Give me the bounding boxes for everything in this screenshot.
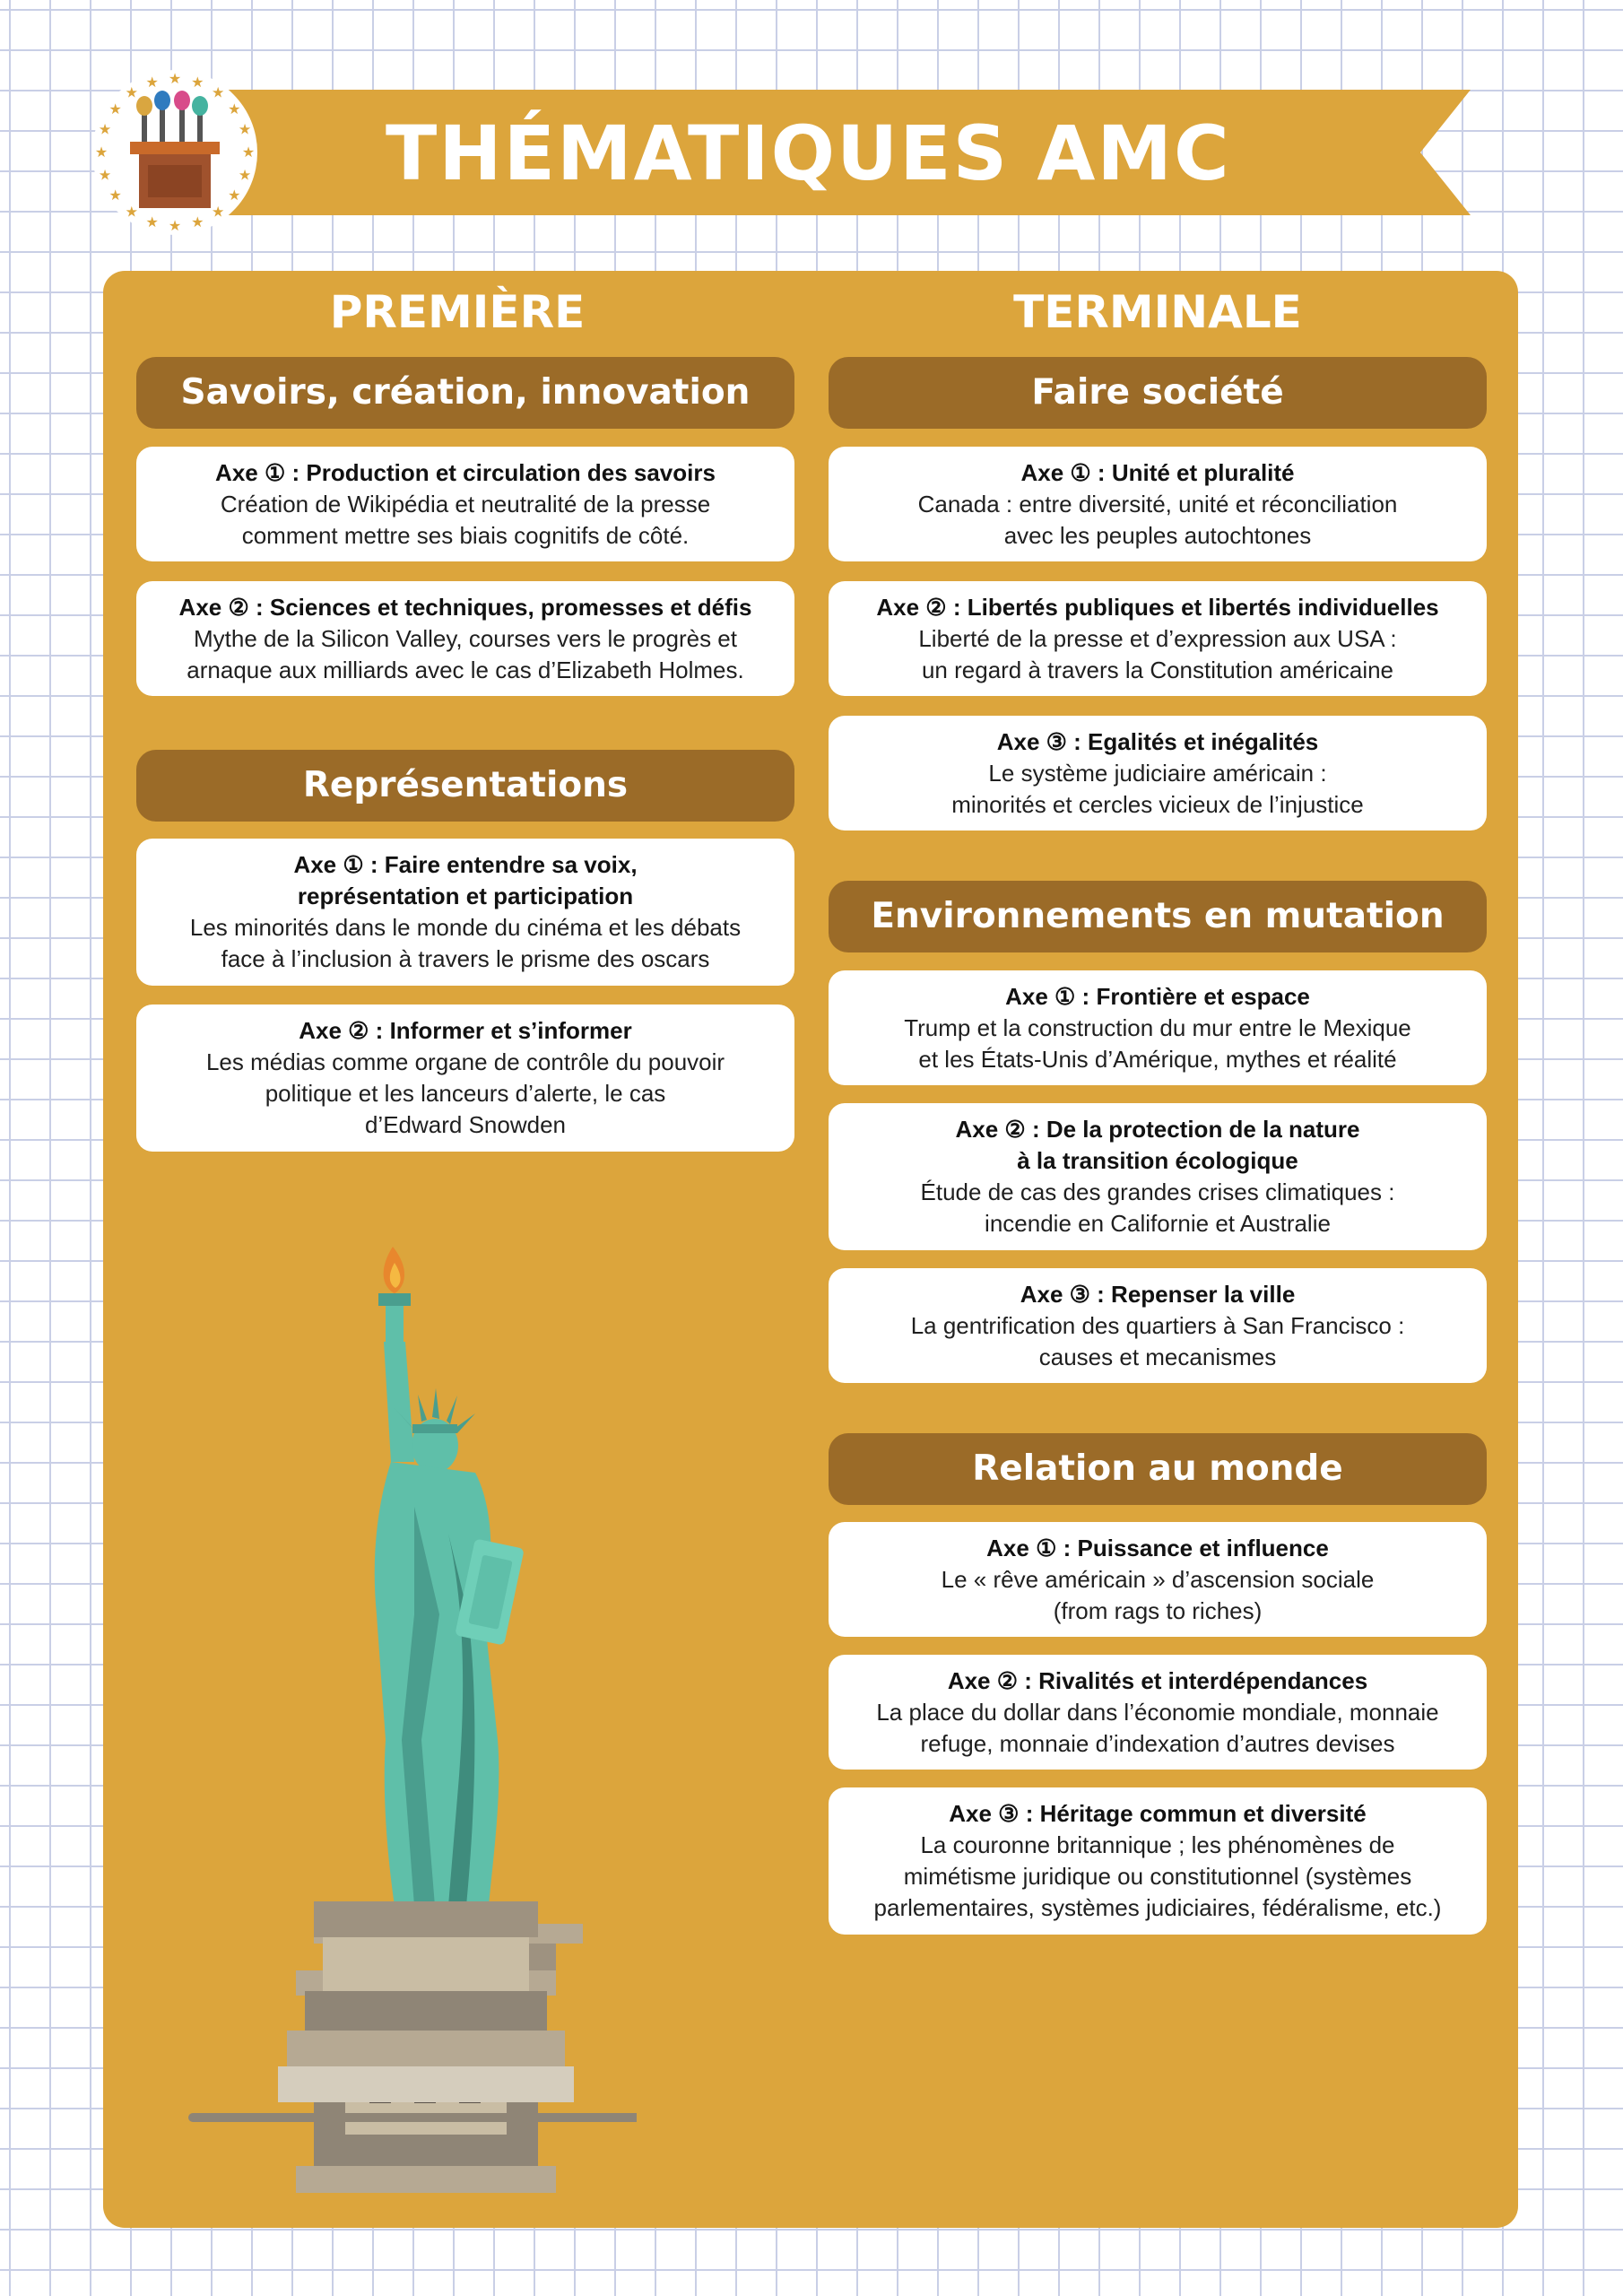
axe-description: Le « rêve américain » d’ascension sociale (from rags to riches) (941, 1565, 1375, 1624)
axe-description: La place du dollar dans l’économie mondiale, monnaie refuge, monnaie d’indexation d’autres devises (876, 1698, 1439, 1757)
axe-description: Les médias comme organe de contrôle du pouvoir politique et les lanceurs d’alerte, le cas d’Edward Snowden (205, 1048, 725, 1138)
axe-title: Axe ② : De la protection de la nature à la transition écologique (955, 1116, 1360, 1174)
card-axe-repenser-la-ville (829, 1268, 1487, 1383)
section-representations: Représentations (136, 750, 794, 822)
card-axe-protection-nature (829, 1103, 1487, 1250)
star-icon: ★ (191, 75, 204, 91)
axe-title: Axe ③ : Egalités et inégalités (996, 727, 1319, 755)
axe-description: Les minorités dans le monde du cinéma et les débats face à l’inclusion à travers le prisme des oscars (189, 914, 742, 972)
star-icon: ★ (238, 168, 252, 184)
axe-title: Axe ③ : Héritage commun et diversité (949, 1800, 1367, 1827)
star-icon: ★ (228, 101, 241, 117)
section-faire-societe: Faire société (829, 357, 1487, 429)
star-icon: ★ (238, 122, 252, 138)
axe-description: Création de Wikipédia et neutralité de la presse comment mettre ses biais cognitifs de côté. (220, 490, 711, 549)
card-axe-frontiere-espace (829, 970, 1487, 1085)
axe-title: Axe ② : Libertés publiques et libertés individuelles (876, 593, 1439, 621)
star-icon: ★ (108, 101, 122, 117)
axe-description: Étude de cas des grandes crises climatiques : incendie en Californie et Australie (920, 1178, 1395, 1237)
axe-description: Liberté de la presse et d’expression aux USA : un regard à travers la Constitution américaine (918, 624, 1397, 683)
axe-title: Axe ② : Rivalités et interdépendances (947, 1666, 1368, 1694)
axe-title: Axe ② : Sciences et techniques, promesses et défis (178, 593, 752, 621)
card-axe-unite-pluralite (829, 447, 1487, 561)
section-environnements-en-mutation: Environnements en mutation (829, 881, 1487, 952)
axe-title: Axe ② : Informer et s’informer (299, 1017, 632, 1044)
section-relation-au-monde: Relation au monde (829, 1433, 1487, 1505)
card-axe-faire-entendre-sa-voix (136, 839, 794, 986)
axe-description: Le système judiciaire américain : minorités et cercles vicieux de l’injustice (951, 759, 1364, 818)
axe-title: Axe ③ : Repenser la ville (1020, 1280, 1296, 1308)
axe-title: Axe ① : Faire entendre sa voix, représentation et participation (293, 851, 638, 909)
card-axe-heritage-commun (829, 1787, 1487, 1935)
star-icon: ★ (168, 219, 182, 234)
axe-title: Axe ① : Unité et pluralité (1020, 458, 1295, 486)
podium-microphones-icon (90, 54, 260, 251)
card-axe-sciences-techniques (136, 581, 794, 696)
star-icon: ★ (241, 145, 256, 161)
star-icon: ★ (94, 145, 108, 161)
star-icon: ★ (212, 85, 225, 101)
star-icon: ★ (212, 204, 225, 221)
star-icon: ★ (98, 122, 112, 138)
axe-description: Canada : entre diversité, unité et réconciliation avec les peuples autochtones (917, 490, 1398, 549)
section-savoirs-creation-innovation: Savoirs, création, innovation (136, 357, 794, 429)
star-icon: ★ (168, 72, 182, 87)
star-icon: ★ (228, 188, 241, 204)
column-title-premiere: PREMIÈRE (329, 286, 586, 338)
star-icon: ★ (98, 168, 112, 184)
star-icon: ★ (145, 75, 159, 91)
axe-description: Trump et la construction du mur entre le Mexique et les États-Unis d’Amérique, mythes et réalité (904, 1013, 1411, 1073)
card-axe-rivalites (829, 1655, 1487, 1770)
axe-title: Axe ① : Frontière et espace (1005, 982, 1310, 1010)
axe-description: Mythe de la Silicon Valley, courses vers le progrès et arnaque aux milliards avec le cas d’Elizabeth Holmes. (187, 624, 744, 683)
star-icon: ★ (125, 85, 138, 101)
axe-description: La couronne britannique ; les phénomènes de mimétisme juridique ou constitutionnel (systèmes parlementaires, systèmes judiciaires, fédéralisme, etc.) (873, 1831, 1442, 1921)
card-axe-informer (136, 1004, 794, 1152)
star-icon: ★ (191, 215, 204, 230)
card-axe-egalites (829, 716, 1487, 831)
column-title-terminale: TERMINALE (1013, 286, 1302, 338)
page-title: THÉMATIQUES AMC (386, 109, 1231, 197)
star-icon: ★ (108, 188, 122, 204)
axe-description: La gentrification des quartiers à San Francisco : causes et mecanismes (910, 1311, 1405, 1370)
axe-title: Axe ① : Production et circulation des savoirs (215, 458, 716, 486)
axe-title: Axe ① : Puissance et influence (986, 1534, 1329, 1561)
card-axe-puissance-influence (829, 1522, 1487, 1637)
pedestal-lower-steps (179, 1901, 637, 2224)
star-icon: ★ (125, 204, 138, 221)
star-icon: ★ (145, 215, 159, 230)
card-axe-libertes (829, 581, 1487, 696)
card-axe-production-savoirs (136, 447, 794, 561)
